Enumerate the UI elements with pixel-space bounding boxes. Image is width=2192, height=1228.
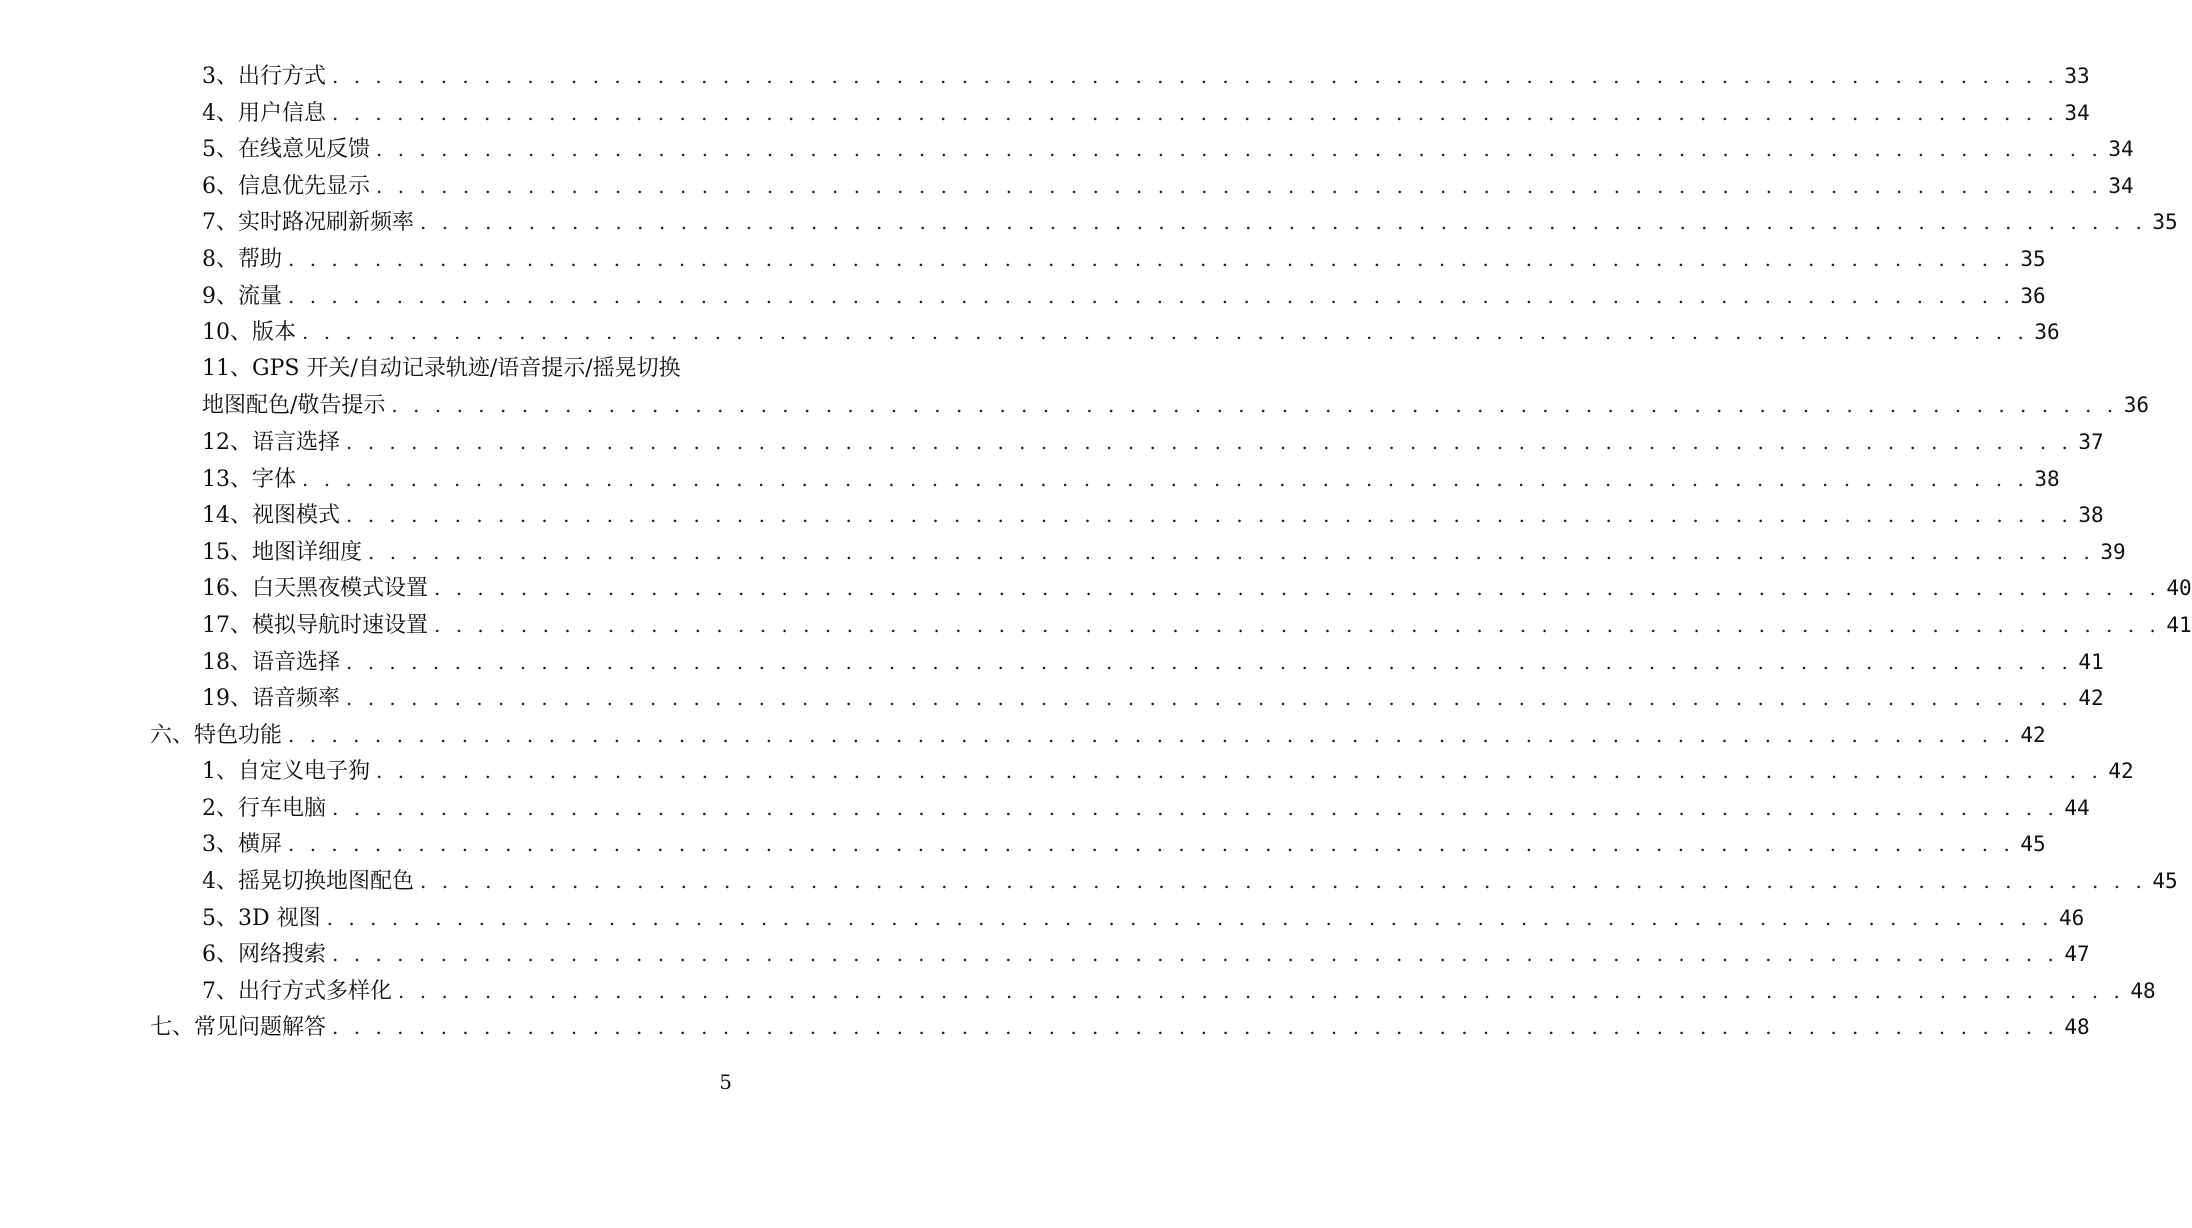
toc-dot-leader: . . . . . . . . . . . . . . . . . . . . . . . . . . . . . . . . . . . . . . . . . . . . . . . . . . . . . . . . . . . . . . . . . . . . . . . . . . . . . . . . — [326, 905, 2053, 930]
toc-entry-page: 37 — [2078, 429, 2104, 454]
toc-entry — [150, 241, 2046, 278]
toc-entry-page: 33 — [2064, 64, 2090, 88]
toc-dot-leader: . . . . . . . . . . . . . . . . . . . . . . . . . . . . . . . . . . . . . . . . . . . . . . . . . . . . . . . . . . . . . . . . . . . . . . . . . . . . . . . . — [288, 246, 2015, 271]
toc-entry — [150, 900, 2085, 937]
toc-entry-label: 7、实时路况刷新频率 — [202, 210, 414, 236]
toc-dot-leader: . . . . . . . . . . . . . . . . . . . . . . . . . . . . . . . . . . . . . . . . . . . . . . . . . . . . . . . . . . . . . . . . . . . . . . . . . . . . . . . . — [332, 795, 2059, 820]
toc-entry-page: 48 — [2130, 978, 2156, 1003]
toc-entry-page: 42 — [2108, 759, 2134, 784]
toc-entry-label: 13、字体 — [202, 466, 296, 492]
toc-entry-page: 41 — [2166, 612, 2192, 637]
toc-entry-label: 15、地图详细度 — [202, 539, 362, 565]
toc-entry-label: 12、语言选择 — [202, 429, 340, 455]
toc-entry-page: 42 — [2020, 722, 2046, 747]
toc-entry — [150, 936, 2090, 973]
toc-entry — [150, 644, 2104, 681]
toc-entry — [150, 973, 2156, 1010]
toc-entry — [150, 717, 2046, 754]
toc-dot-leader: . . . . . . . . . . . . . . . . . . . . . . . . . . . . . . . . . . . . . . . . . . . . . . . . . . . . . . . . . . . . . . . . . . . . . . . . . . . . . . . . — [368, 539, 2095, 564]
toc-dot-leader: . . . . . . . . . . . . . . . . . . . . . . . . . . . . . . . . . . . . . . . . . . . . . . . . . . . . . . . . . . . . . . . . . . . . . . . . . . . . . . . . — [398, 978, 2125, 1003]
toc-entry — [150, 278, 2046, 315]
toc-entry-label: 17、模拟导航时速设置 — [202, 612, 428, 638]
table-of-contents — [150, 58, 2192, 1046]
toc-entry-label: 1、自定义电子狗 — [202, 759, 370, 785]
toc-dot-leader: . . . . . . . . . . . . . . . . . . . . . . . . . . . . . . . . . . . . . . . . . . . . . . . . . . . . . . . . . . . . . . . . . . . . . . . . . . . . . . . . — [346, 429, 2073, 454]
toc-entry — [150, 58, 2090, 95]
toc-entry-label: 10、版本 — [202, 320, 296, 346]
toc-entry-label: 地图配色/敬告提示 — [202, 393, 386, 419]
toc-dot-leader: . . . . . . . . . . . . . . . . . . . . . . . . . . . . . . . . . . . . . . . . . . . . . . . . . . . . . . . . . . . . . . . . . . . . . . . . . . . . . . . . — [288, 722, 2015, 747]
toc-entry-label: 9、流量 — [202, 283, 282, 309]
toc-dot-leader: . . . . . . . . . . . . . . . . . . . . . . . . . . . . . . . . . . . . . . . . . . . . . . . . . . . . . . . . . . . . . . . . . . . . . . . . . . . . . . . . — [346, 686, 2073, 711]
toc-entry-label: 4、用户信息 — [202, 100, 326, 126]
toc-dot-leader: . . . . . . . . . . . . . . . . . . . . . . . . . . . . . . . . . . . . . . . . . . . . . . . . . . . . . . . . . . . . . . . . . . . . . . . . . . . . . . . . — [332, 942, 2059, 967]
toc-entry — [150, 351, 732, 388]
toc-entry-page: 39 — [2100, 539, 2126, 564]
toc-entry — [150, 424, 2104, 461]
toc-entry-label: 5、3D 视图 — [202, 905, 321, 931]
toc-dot-leader: . . . . . . . . . . . . . . . . . . . . . . . . . . . . . . . . . . . . . . . . . . . . . . . . . . . . . . . . . . . . . . . . . . . . . . . . . . . . . . . . — [376, 759, 2103, 784]
toc-entry — [150, 387, 2150, 424]
toc-entry — [150, 534, 2126, 571]
toc-entry — [150, 680, 2104, 717]
toc-dot-leader: . . . . . . . . . . . . . . . . . . . . . . . . . . . . . . . . . . . . . . . . . . . . . . . . . . . . . . . . . . . . . . . . . . . . . . . . . . . . . . . . — [332, 64, 2059, 88]
toc-entry-page: 38 — [2034, 466, 2060, 491]
toc-entry — [150, 607, 2192, 644]
toc-entry-page: 48 — [2064, 1015, 2090, 1040]
toc-entry-label: 七、常见问题解答 — [150, 1015, 327, 1041]
toc-dot-leader: . . . . . . . . . . . . . . . . . . . . . . . . . . . . . . . . . . . . . . . . . . . . . . . . . . . . . . . . . . . . . . . . . . . . . . . . . . . . . . . . — [434, 576, 2161, 601]
toc-entry-page: 34 — [2108, 137, 2134, 162]
toc-entry — [150, 131, 2134, 168]
toc-dot-leader: . . . . . . . . . . . . . . . . . . . . . . . . . . . . . . . . . . . . . . . . . . . . . . . . . . . . . . . . . . . . . . . . . . . . . . . . . . . . . . . . — [302, 320, 2029, 345]
toc-entry — [150, 461, 2060, 498]
toc-dot-leader: . . . . . . . . . . . . . . . . . . . . . . . . . . . . . . . . . . . . . . . . . . . . . . . . . . . . . . . . . . . . . . . . . . . . . . . . . . . . . . . . — [391, 393, 2118, 418]
toc-dot-leader: . . . . . . . . . . . . . . . . . . . . . . . . . . . . . . . . . . . . . . . . . . . . . . . . . . . . . . . . . . . . . . . . . . . . . . . . . . . . . . . . — [376, 173, 2103, 198]
toc-dot-leader: . . . . . . . . . . . . . . . . . . . . . . . . . . . . . . . . . . . . . . . . . . . . . . . . . . . . . . . . . . . . . . . . . . . . . . . . . . . . . . . . — [346, 649, 2073, 674]
toc-entry-label: 6、网络搜索 — [202, 942, 326, 968]
toc-entry-label: 11、GPS 开关/自动记录轨迹/语音提示/摇晃切换 — [202, 355, 681, 381]
toc-entry-label: 14、视图模式 — [202, 503, 340, 529]
toc-entry — [150, 863, 2178, 900]
toc-entry — [150, 168, 2134, 205]
toc-entry — [150, 570, 2192, 607]
toc-entry-label: 8、帮助 — [202, 246, 282, 272]
toc-dot-leader: . . . . . . . . . . . . . . . . . . . . . . . . . . . . . . . . . . . . . . . . . . . . . . . . . . . . . . . . . . . . . . . . . . . . . . . . . . . . . . . . — [332, 100, 2059, 125]
toc-entry — [150, 95, 2090, 132]
toc-entry-page: 35 — [2152, 210, 2178, 235]
toc-entry-label: 4、摇晃切换地图配色 — [202, 869, 414, 895]
toc-dot-leader: . . . . . . . . . . . . . . . . . . . . . . . . . . . . . . . . . . . . . . . . . . . . . . . . . . . . . . . . . . . . . . . . . . . . . . . . . . . . . . . . — [376, 137, 2103, 162]
toc-entry-page: 44 — [2064, 795, 2090, 820]
toc-entry-label: 6、信息优先显示 — [202, 173, 370, 199]
toc-entry-label: 5、在线意见反馈 — [202, 137, 370, 163]
toc-entry — [150, 497, 2104, 534]
toc-entry-label: 19、语音频率 — [202, 686, 340, 712]
toc-entry — [150, 204, 2178, 241]
toc-dot-leader: . . . . . . . . . . . . . . . . . . . . . . . . . . . . . . . . . . . . . . . . . . . . . . . . . . . . . . . . . . . . . . . . . . . . . . . . . . . . . . . . — [434, 612, 2161, 637]
toc-entry — [150, 790, 2090, 827]
toc-entry-page: 46 — [2058, 905, 2085, 930]
toc-dot-leader: . . . . . . . . . . . . . . . . . . . . . . . . . . . . . . . . . . . . . . . . . . . . . . . . . . . . . . . . . . . . . . . . . . . . . . . . . . . . . . . . — [420, 210, 2147, 235]
toc-dot-leader: . . . . . . . . . . . . . . . . . . . . . . . . . . . . . . . . . . . . . . . . . . . . . . . . . . . . . . . . . . . . . . . . . . . . . . . . . . . . . . . . — [302, 466, 2029, 491]
toc-entry-label: 2、行车电脑 — [202, 795, 326, 821]
toc-dot-leader: . . . . . . . . . . . . . . . . . . . . . . . . . . . . . . . . . . . . . . . . . . . . . . . . . . . . . . . . . . . . . . . . . . . . . . . . . . . . . . . . — [346, 503, 2073, 528]
toc-entry-page: 41 — [2078, 649, 2104, 674]
toc-dot-leader: . . . . . . . . . . . . . . . . . . . . . . . . . . . . . . . . . . . . . . . . . . . . . . . . . . . . . . . . . . . . . . . . . . . . . . . . . . . . . . . . — [288, 283, 2015, 308]
toc-entry — [150, 314, 2060, 351]
toc-entry-page: 34 — [2064, 100, 2090, 125]
toc-dot-leader: . . . . . . . . . . . . . . . . . . . . . . . . . . . . . . . . . . . . . . . . . . . . . . . . . . . . . . . . . . . . . . . . . . . . . . . . . . . . . . . . — [288, 832, 2015, 857]
toc-entry — [150, 1009, 2090, 1046]
toc-entry-page: 38 — [2078, 503, 2104, 528]
toc-entry-page: 45 — [2020, 832, 2046, 857]
toc-entry-label: 3、横屏 — [202, 832, 282, 858]
toc-entry-page: 36 — [2034, 320, 2060, 345]
toc-dot-leader: . . . . . . . . . . . . . . . . . . . . . . . . . . . . . . . . . . . . . . . . . . . . . . . . . . . . . . . . . . . . . . . . . . . . . . . . . . . . . . . . — [420, 869, 2147, 894]
toc-entry-label: 六、特色功能 — [150, 722, 283, 748]
toc-entry-page: 45 — [2152, 869, 2178, 894]
toc-entry-page: 34 — [2108, 173, 2134, 198]
toc-entry-page: 35 — [2020, 246, 2046, 271]
toc-entry-page: 40 — [2166, 576, 2192, 601]
toc-entry-label: 18、语音选择 — [202, 649, 340, 675]
page-number: 5 — [719, 1070, 732, 1094]
toc-entry-label: 3、出行方式 — [202, 64, 326, 89]
toc-entry-page: 42 — [2078, 686, 2104, 711]
toc-entry — [150, 753, 2134, 790]
toc-entry-page: 36 — [2020, 283, 2046, 308]
toc-entry-label: 7、出行方式多样化 — [202, 978, 392, 1004]
toc-entry-page: 36 — [2123, 393, 2150, 418]
toc-entry-page: 47 — [2064, 942, 2090, 967]
toc-entry — [150, 826, 2046, 863]
toc-dot-leader: . . . . . . . . . . . . . . . . . . . . . . . . . . . . . . . . . . . . . . . . . . . . . . . . . . . . . . . . . . . . . . . . . . . . . . . . . . . . . . . . — [332, 1015, 2059, 1040]
toc-entry-label: 16、白天黑夜模式设置 — [202, 576, 428, 602]
